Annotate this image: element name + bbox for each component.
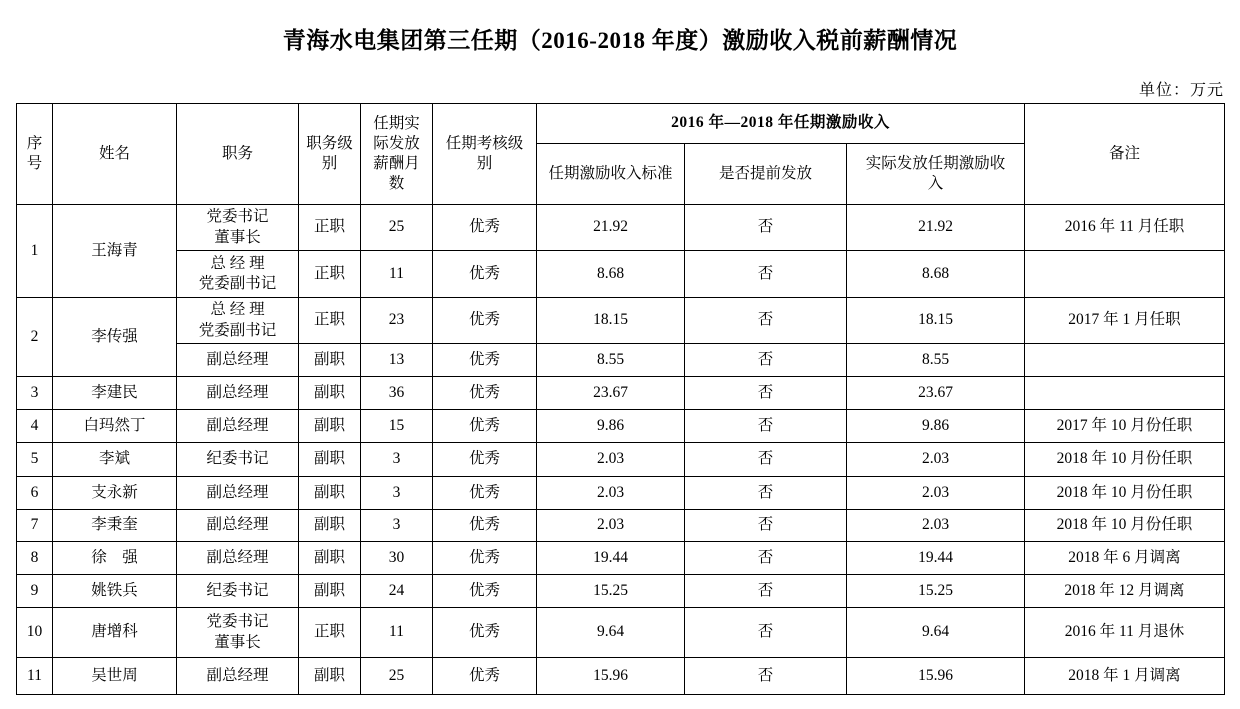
- advance-paid-cell: 否: [685, 377, 847, 410]
- position-level-cell: 副职: [299, 410, 361, 443]
- table-row: [17, 377, 1225, 410]
- months-cell: 3: [361, 443, 433, 477]
- incentive-standard-cell: 19.44: [537, 542, 685, 575]
- header-incentive-standard: 任期激励收入标准: [537, 144, 685, 205]
- incentive-standard-cell: 2.03: [537, 510, 685, 542]
- position-cell: 纪委书记: [177, 443, 299, 477]
- position-cell: 纪委书记: [177, 575, 299, 608]
- assessment-cell: 优秀: [433, 608, 537, 658]
- header-advance-paid: 是否提前发放: [685, 144, 847, 205]
- actual-paid-cell: 8.55: [847, 344, 1025, 377]
- seq-cell: 1: [17, 205, 53, 298]
- months-cell: 3: [361, 510, 433, 542]
- incentive-standard-cell: 15.96: [537, 658, 685, 695]
- remark-cell: 2018 年 1 月调离: [1025, 658, 1225, 695]
- salary-table: [16, 103, 1225, 695]
- actual-paid-cell: 2.03: [847, 510, 1025, 542]
- table-header: [17, 104, 1225, 205]
- seq-cell: 8: [17, 542, 53, 575]
- name-cell: 徐 强: [53, 542, 177, 575]
- position-level-cell: 正职: [299, 298, 361, 344]
- advance-paid-cell: 否: [685, 510, 847, 542]
- name-cell: 李建民: [53, 377, 177, 410]
- incentive-standard-cell: 18.15: [537, 298, 685, 344]
- remark-cell: 2017 年 1 月任职: [1025, 298, 1225, 344]
- table-row: [17, 658, 1225, 695]
- table-row: [17, 251, 1225, 298]
- table-row: [17, 298, 1225, 344]
- position-level-cell: 副职: [299, 575, 361, 608]
- header-position: 职务: [177, 104, 299, 205]
- incentive-standard-cell: 9.64: [537, 608, 685, 658]
- incentive-standard-cell: 15.25: [537, 575, 685, 608]
- position-cell: [177, 344, 299, 377]
- incentive-standard-cell: 8.68: [537, 251, 685, 298]
- position-level-cell: 正职: [299, 251, 361, 298]
- position-cell: [177, 205, 299, 251]
- actual-paid-cell: 8.68: [847, 251, 1025, 298]
- position-cell: 副总经理: [177, 410, 299, 443]
- months-cell: 30: [361, 542, 433, 575]
- position-level-cell: 副职: [299, 658, 361, 695]
- header-name: 姓名: [53, 104, 177, 205]
- assessment-cell: 优秀: [433, 575, 537, 608]
- table-row: [17, 344, 1225, 377]
- actual-paid-cell: 9.64: [847, 608, 1025, 658]
- actual-paid-cell: 2.03: [847, 477, 1025, 510]
- remark-cell: 2018 年 10 月份任职: [1025, 443, 1225, 477]
- name-cell: 唐增科: [53, 608, 177, 658]
- seq-cell: 5: [17, 443, 53, 477]
- months-cell: 25: [361, 205, 433, 251]
- header-remarks: 备注: [1025, 104, 1225, 205]
- advance-paid-cell: 否: [685, 608, 847, 658]
- incentive-standard-cell: 9.86: [537, 410, 685, 443]
- position-level-cell: 副职: [299, 443, 361, 477]
- remark-cell: 2018 年 10 月份任职: [1025, 510, 1225, 542]
- remark-cell: 2018 年 6 月调离: [1025, 542, 1225, 575]
- months-cell: 23: [361, 298, 433, 344]
- remark-cell: 2018 年 12 月调离: [1025, 575, 1225, 608]
- months-cell: 36: [361, 377, 433, 410]
- assessment-cell: 优秀: [433, 658, 537, 695]
- header-actual-paid: 实际发放任期激励收入: [847, 144, 1025, 205]
- table-row: [17, 542, 1225, 575]
- assessment-cell: 优秀: [433, 205, 537, 251]
- advance-paid-cell: 否: [685, 410, 847, 443]
- remark-cell: 2016 年 11 月退休: [1025, 608, 1225, 658]
- unit-note: 单位：万元: [1138, 82, 1224, 99]
- header-seq: 序号: [17, 104, 53, 205]
- actual-paid-cell: 15.25: [847, 575, 1025, 608]
- advance-paid-cell: 否: [685, 477, 847, 510]
- seq-cell: 6: [17, 477, 53, 510]
- advance-paid-cell: 否: [685, 251, 847, 298]
- incentive-standard-cell: 23.67: [537, 377, 685, 410]
- header-position-level: 职务级别: [299, 104, 361, 205]
- name-cell: 白玛然丁: [53, 410, 177, 443]
- advance-paid-cell: 否: [685, 575, 847, 608]
- position-level-cell: 副职: [299, 344, 361, 377]
- position-line: 党委书记: [206, 208, 269, 226]
- actual-paid-cell: 21.92: [847, 205, 1025, 251]
- table-row: [17, 608, 1225, 658]
- assessment-cell: 优秀: [433, 298, 537, 344]
- name-cell: 李斌: [53, 443, 177, 477]
- assessment-cell: 优秀: [433, 477, 537, 510]
- position-line: 副总经理: [206, 350, 269, 368]
- name-cell: 吴世周: [53, 658, 177, 695]
- months-cell: 24: [361, 575, 433, 608]
- position-cell: 副总经理: [177, 477, 299, 510]
- remark-cell: [1025, 251, 1225, 298]
- actual-paid-cell: 19.44: [847, 542, 1025, 575]
- name-cell: 李传强: [53, 298, 177, 377]
- advance-paid-cell: 否: [685, 205, 847, 251]
- seq-cell: 11: [17, 658, 53, 695]
- position-level-cell: 副职: [299, 377, 361, 410]
- table-row: [17, 575, 1225, 608]
- seq-cell: 7: [17, 510, 53, 542]
- name-cell: 王海青: [53, 205, 177, 298]
- incentive-standard-cell: 8.55: [537, 344, 685, 377]
- page-title: 青海水电集团第三任期（2016-2018 年度）激励收入税前薪酬情况: [282, 28, 958, 53]
- table-row: [17, 477, 1225, 510]
- position-line: 总 经 理: [210, 254, 265, 272]
- table-row: [17, 410, 1225, 443]
- months-cell: 25: [361, 658, 433, 695]
- actual-paid-cell: 9.86: [847, 410, 1025, 443]
- months-cell: 3: [361, 477, 433, 510]
- actual-paid-cell: 15.96: [847, 658, 1025, 695]
- advance-paid-cell: 否: [685, 658, 847, 695]
- name-cell: 支永新: [53, 477, 177, 510]
- months-cell: 15: [361, 410, 433, 443]
- actual-paid-cell: 2.03: [847, 443, 1025, 477]
- table-row: [17, 205, 1225, 251]
- position-cell: 副总经理: [177, 377, 299, 410]
- advance-paid-cell: 否: [685, 298, 847, 344]
- header-incentive-group: 2016 年—2018 年任期激励收入: [537, 104, 1025, 144]
- actual-paid-cell: 23.67: [847, 377, 1025, 410]
- remark-cell: 2018 年 10 月份任职: [1025, 477, 1225, 510]
- position-cell: [177, 608, 299, 658]
- position-line: 党委副书记: [198, 275, 277, 292]
- remark-cell: 2016 年 11 月任职: [1025, 205, 1225, 251]
- months-cell: 11: [361, 608, 433, 658]
- header-row-group: [17, 104, 1225, 144]
- advance-paid-cell: 否: [685, 344, 847, 377]
- table-row: [17, 510, 1225, 542]
- assessment-cell: 优秀: [433, 443, 537, 477]
- remark-cell: [1025, 344, 1225, 377]
- name-cell: 李秉奎: [53, 510, 177, 542]
- position-line: 党委书记: [206, 613, 269, 631]
- seq-cell: 10: [17, 608, 53, 658]
- position-level-cell: 副职: [299, 510, 361, 542]
- assessment-cell: 优秀: [433, 410, 537, 443]
- advance-paid-cell: 否: [685, 542, 847, 575]
- position-line: 党委副书记: [198, 321, 277, 339]
- position-level-cell: 正职: [299, 608, 361, 658]
- position-line: 董事长: [214, 633, 261, 651]
- actual-paid-cell: 18.15: [847, 298, 1025, 344]
- table-row: [17, 443, 1225, 477]
- assessment-cell: 优秀: [433, 377, 537, 410]
- months-cell: 13: [361, 344, 433, 377]
- incentive-standard-cell: 2.03: [537, 443, 685, 477]
- advance-paid-cell: 否: [685, 443, 847, 477]
- incentive-standard-cell: 21.92: [537, 205, 685, 251]
- position-line: 董事长: [214, 228, 261, 246]
- name-cell: 姚铁兵: [53, 575, 177, 608]
- assessment-cell: 优秀: [433, 542, 537, 575]
- table-body: [17, 205, 1225, 695]
- incentive-standard-cell: 2.03: [537, 477, 685, 510]
- position-cell: 副总经理: [177, 658, 299, 695]
- position-cell: 副总经理: [177, 542, 299, 575]
- months-cell: 11: [361, 251, 433, 298]
- header-assessment-level: 任期考核级别: [433, 104, 537, 205]
- assessment-cell: 优秀: [433, 344, 537, 377]
- position-level-cell: 副职: [299, 542, 361, 575]
- remark-cell: [1025, 377, 1225, 410]
- header-months-paid: 任期实际发放薪酬月数: [361, 104, 433, 205]
- seq-cell: 3: [17, 377, 53, 410]
- position-level-cell: 正职: [299, 205, 361, 251]
- position-cell: [177, 298, 299, 344]
- remark-cell: 2017 年 10 月份任职: [1025, 410, 1225, 443]
- position-line: 总 经 理: [210, 301, 265, 319]
- position-cell: 副总经理: [177, 510, 299, 542]
- seq-cell: 9: [17, 575, 53, 608]
- assessment-cell: 优秀: [433, 510, 537, 542]
- seq-cell: 4: [17, 410, 53, 443]
- position-cell: [177, 251, 299, 298]
- assessment-cell: 优秀: [433, 251, 537, 298]
- seq-cell: 2: [17, 298, 53, 377]
- position-level-cell: 副职: [299, 477, 361, 510]
